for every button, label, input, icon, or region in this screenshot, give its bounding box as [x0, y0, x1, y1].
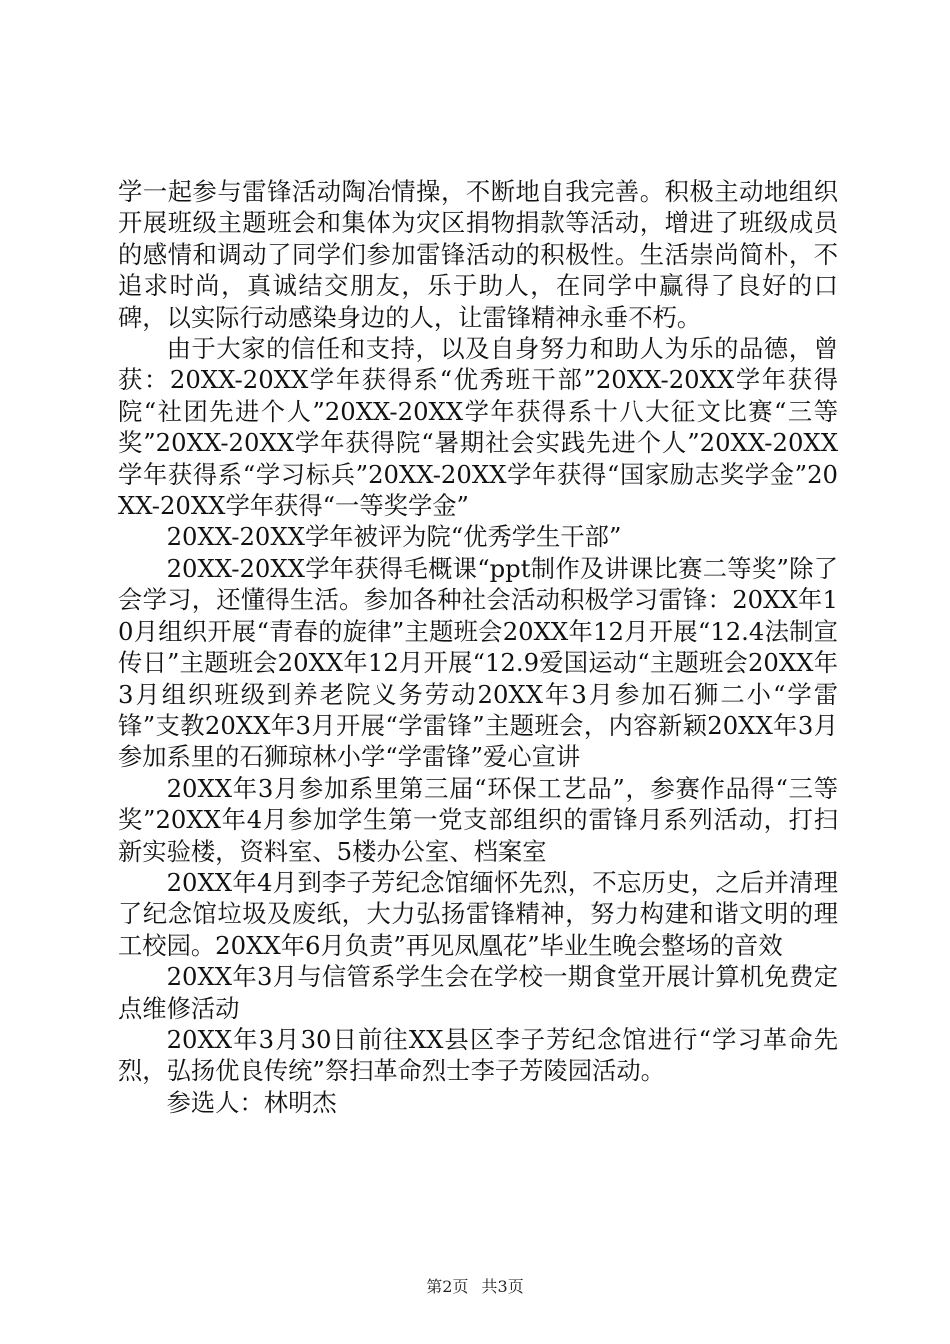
paragraph-tomb-sweeping: 20XX年3月30日前往XX县区李子芳纪念馆进行“学习革命先烈，弘扬优良传统”祭扫革命烈士李子芳陵园活动。: [118, 1024, 838, 1086]
paragraph-candidate: 参选人：林明杰: [166, 1087, 337, 1117]
page-total: 共3页: [481, 1277, 524, 1296]
paragraph-honors: 由于大家的信任和支持，以及自身努力和助人为乐的品德，曾获：20XX-20XX学年获得系“优秀班干部”20XX-20XX学年获得院“社团先进个人”20XX-20XX学年获得系十八大征文比赛“三等奖”20XX-20XX学年获得院“暑期社会实践先进个人”20XX-20XX学年获得系“学习标兵”20XX-20XX学年获得“国家励志奖学金”20XX-20XX学年获得“一等奖学金”: [118, 334, 838, 521]
document-body: [118, 176, 838, 1118]
paragraph-computer-repair: 20XX年3月与信管系学生会在学校一期食堂开展计算机免费定点维修活动: [118, 962, 838, 1023]
paragraph-continuation: 学一起参与雷锋活动陶冶情操，不断地自我完善。积极主动地组织开展班级主题班会和集体为灾区捐物捐款等活动，增进了班级成员的感情和调动了同学们参加雷锋活动的积极性。生活崇尚简朴，不追求时尚，真诚结交朋友，乐于助人，在同学中赢得了良好的口碑，以实际行动感染身边的人，让雷锋精神永垂不朽。: [118, 177, 838, 332]
paragraph-memorial-visit: 20XX年4月到李子芳纪念馆缅怀先烈，不忘历史，之后并清理了纪念馆垃圾及废纸，大力弘扬雷锋精神，努力构建和谐文明的理工校园。20XX年6月负责”再见凤凰花”毕业生晚会整场的音效: [118, 867, 838, 960]
paragraph-activities: 20XX-20XX学年获得毛概课“ppt制作及讲课比赛二等奖”除了会学习，还懂得生活。参加各种社会活动积极学习雷锋：20XX年10月组织开展“青春的旋律”主题班会20XX年12月开展“12.4法制宣传日”主题班会20XX年12月开展“12.9爱国运动“主题班会20XX年3月组织班级到养老院义务劳动20XX年3月参加石狮二小“学雷锋”支教20XX年3月开展“学雷锋”主题班会，内容新颖20XX年3月参加系里的石狮琼林小学“学雷锋”爱心宣讲: [118, 553, 838, 772]
page-number: 第2页: [426, 1277, 469, 1296]
paragraph-environment-craft: 20XX年3月参加系里第三届“环保工艺品”，参赛作品得“三等奖”20XX年4月参加学生第一党支部组织的雷锋月系列活动，打扫新实验楼，资料室、5楼办公室、档案室: [118, 773, 838, 866]
page-footer: [0, 1274, 950, 1297]
paragraph-award-cadre: 20XX-20XX学年被评为院“优秀学生干部”: [166, 522, 622, 552]
